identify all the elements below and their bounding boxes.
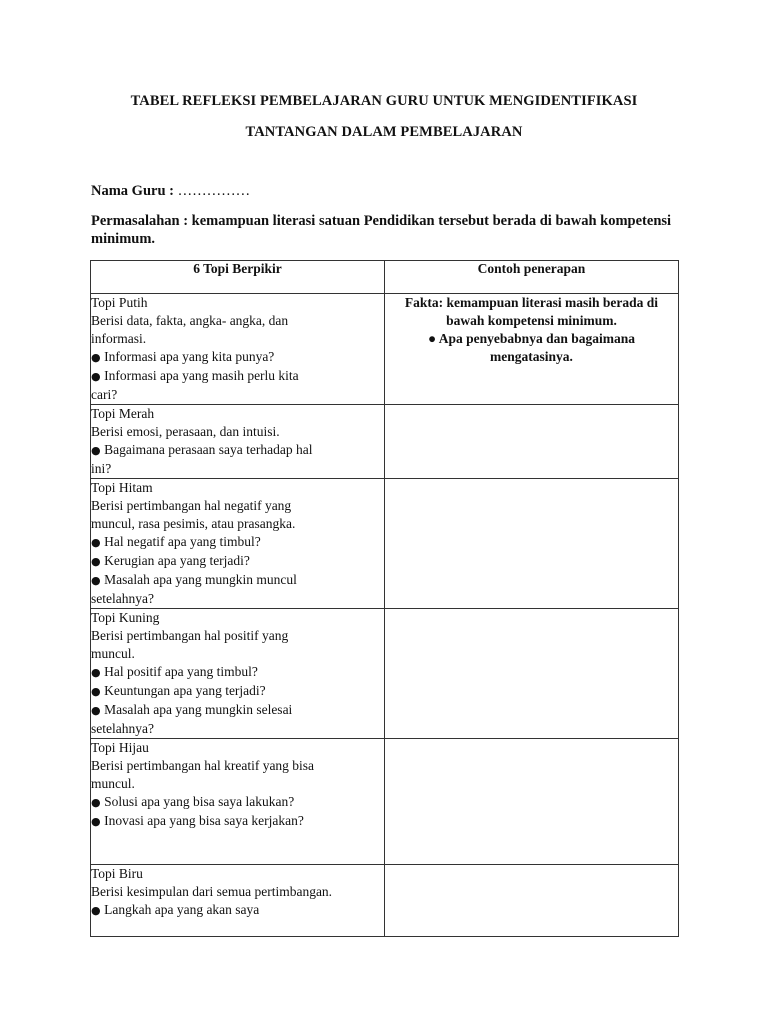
thinking-hat-cell	[91, 405, 385, 479]
hat-question-item	[91, 533, 384, 552]
hat-name: Topi Merah	[91, 406, 155, 421]
col-header-application-example: Contoh penerapan	[385, 261, 679, 294]
hat-question-item	[91, 367, 384, 404]
hat-question-item	[91, 812, 384, 831]
hat-question-item	[91, 663, 384, 682]
bullet-icon: ●	[91, 555, 105, 568]
hat-question-text: Solusi apa yang bisa saya lakukan?	[104, 794, 295, 809]
bullet-icon: ●	[91, 666, 105, 679]
application-example-cell	[385, 479, 679, 609]
bullet-icon: ●	[91, 536, 105, 549]
application-example-cell	[385, 405, 679, 479]
hat-question-item	[91, 552, 384, 571]
col-header-thinking-hats: 6 Topi Berpikir	[91, 261, 385, 294]
thinking-hat-cell	[91, 609, 385, 739]
hat-question-text: Keuntungan apa yang terjadi?	[104, 683, 266, 698]
bullet-icon: ●	[91, 796, 105, 809]
hat-question-text: Hal negatif apa yang timbul?	[104, 534, 261, 549]
hat-question-text: Kerugian apa yang terjadi?	[104, 553, 250, 568]
application-example-cell	[385, 739, 679, 865]
reflection-table	[90, 260, 679, 937]
hat-question-text: Informasi apa yang kita punya?	[104, 349, 275, 364]
hat-description: Berisi pertimbangan hal kreatif yang bisa muncul.	[91, 758, 315, 791]
table-header-row	[91, 261, 679, 294]
hat-question-text: Langkah apa yang akan saya	[104, 902, 260, 917]
thinking-hat-cell	[91, 739, 385, 865]
application-example-cell	[385, 294, 679, 405]
bullet-icon: ●	[91, 685, 105, 698]
bullet-icon: ●	[91, 444, 105, 457]
bullet-icon: ●	[91, 815, 105, 828]
hat-question-text: Informasi apa yang masih perlu kita cari?	[91, 368, 299, 402]
hat-name: Topi Hijau	[91, 740, 149, 755]
hat-question-text: Hal positif apa yang timbul?	[104, 664, 258, 679]
hat-name: Topi Putih	[91, 295, 148, 310]
table-row	[91, 405, 679, 479]
hat-question-text: Bagaimana perasaan saya terhadap hal ini?	[91, 442, 313, 476]
table-row	[91, 294, 679, 405]
bullet-icon: ●	[91, 704, 105, 717]
hat-question-text: Inovasi apa yang bisa saya kerjakan?	[104, 813, 304, 828]
hat-question-item	[91, 441, 384, 478]
table-row	[91, 739, 679, 865]
title-line-1: TABEL REFLEKSI PEMBELAJARAN GURU UNTUK MENGIDENTIFIKASI	[130, 93, 638, 109]
hat-description: Berisi pertimbangan hal positif yang muncul.	[91, 628, 289, 661]
hat-name: Topi Biru	[91, 866, 143, 881]
hat-question-text: Masalah apa yang mungkin muncul setelahnya?	[91, 572, 297, 606]
hat-name: Topi Hitam	[91, 480, 153, 495]
hat-description: Berisi data, fakta, angka- angka, dan informasi.	[91, 313, 289, 346]
hat-description: Berisi kesimpulan dari semua pertimbangan.	[91, 884, 333, 899]
table-body	[91, 294, 679, 937]
table-row	[91, 865, 679, 937]
problem-statement: Permasalahan : kemampuan literasi satuan Pendidikan tersebut berada di bawah kompetensi minimum.	[91, 213, 672, 247]
thinking-hat-cell	[91, 865, 385, 937]
thinking-hat-cell	[91, 294, 385, 405]
hat-question-text: Masalah apa yang mungkin selesai setelahnya?	[91, 702, 293, 736]
example-fact: Fakta: kemampuan literasi masih berada di bawah kompetensi minimum.	[404, 295, 659, 328]
bullet-icon: ●	[91, 574, 105, 587]
application-example-cell	[385, 609, 679, 739]
hat-question-item	[91, 793, 384, 812]
thinking-hat-cell	[91, 479, 385, 609]
bullet-icon: ●	[91, 370, 105, 383]
hat-question-item	[91, 701, 384, 738]
hat-question-item	[91, 571, 384, 608]
table-row	[91, 609, 679, 739]
bullet-icon: ●	[91, 351, 105, 364]
title-line-2: TANTANGAN DALAM PEMBELAJARAN	[245, 124, 523, 140]
teacher-name-field	[91, 183, 250, 200]
hat-question-item	[91, 682, 384, 701]
example-question: ● Apa penyebabnya dan bagaimana mengatasinya.	[428, 331, 635, 364]
application-example-cell	[385, 865, 679, 937]
hat-description: Berisi pertimbangan hal negatif yang muncul, rasa pesimis, atau prasangka.	[91, 498, 296, 531]
bullet-icon: ●	[91, 904, 105, 917]
hat-question-item	[91, 348, 384, 367]
teacher-name-label: Nama Guru :	[91, 183, 174, 199]
hat-name: Topi Kuning	[91, 610, 160, 625]
teacher-name-value: ……………	[177, 183, 251, 199]
hat-description: Berisi emosi, perasaan, dan intuisi.	[91, 424, 280, 439]
table-row	[91, 479, 679, 609]
hat-question-item	[91, 901, 384, 920]
